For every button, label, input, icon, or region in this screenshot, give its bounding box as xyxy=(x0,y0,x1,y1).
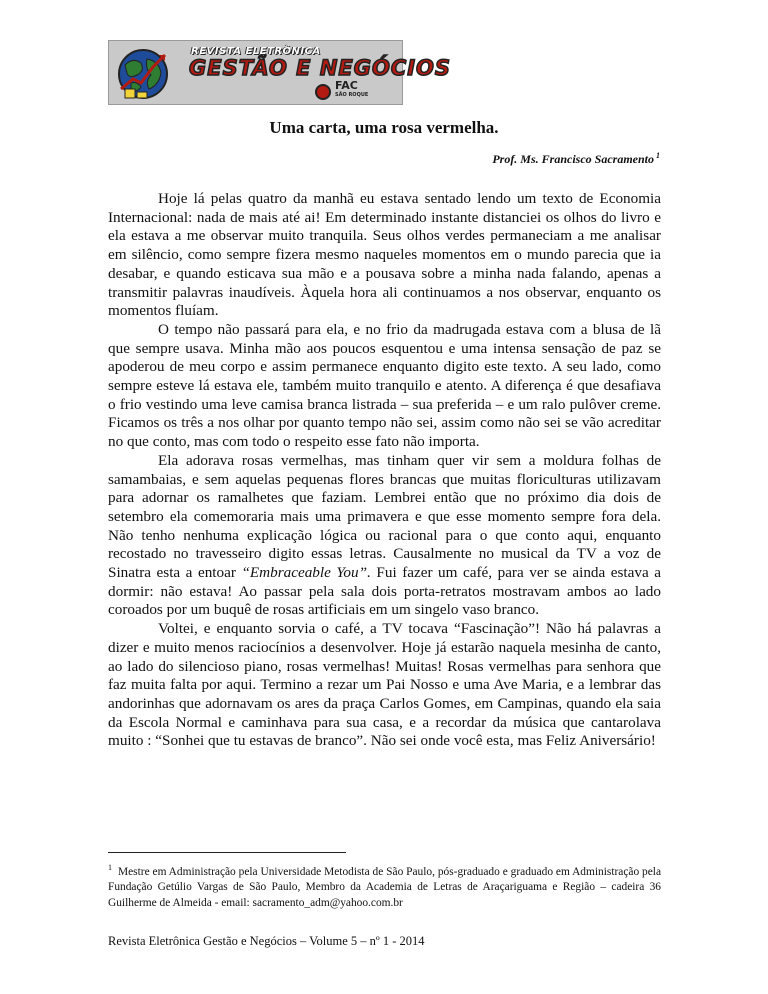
paragraph-4: Voltei, e enquanto sorvia o café, a TV tocava “Fascinação”! Não há palavras a dizer e muito menos raciocínios a desenvolver. Hoje já estarão naquela mesinha de canto, ao lado do silencioso piano, rosas vermelhas! Muitas! Rosas vermelhas para senhora que faz muita falta por aqui. Termino a rezar um Pai Nosso e uma Ave Maria, e a lembrar das andorinhas que adornavam os ares da praça Carlos Gomes, em Campinas, quando ela saia da Escola Normal e caminhava para sua casa, e a recordar da música que cantarolava muito : “Sonhei que tu estavas de branco”. Não sei onde você esta, mas Feliz Aniversário! xyxy=(108,620,661,750)
article-author xyxy=(492,151,660,167)
logo-title: GESTÃO E NEGÓCIOS xyxy=(189,56,452,80)
article-title: Uma carta, uma rosa vermelha. xyxy=(269,118,499,137)
author-footnote-ref: 1 xyxy=(656,151,660,160)
fac-emblem-icon xyxy=(315,84,331,100)
footnote-divider xyxy=(108,852,346,853)
paragraph-3-text-a: Ela adorava rosas vermelhas, mas tinham quer vir sem a moldura folhas de samambaias, e sem aquelas pequenas flores brancas que muitas floriculturas utilizavam para adornar os ramalhetes que faziam. Lembrei então que no próximo dia dois de setembro ela comemoraria mais uma primavera e que esse momento sempre fora dela. Não tenho nenhuma explicação lógica ou racional para o que conto aqui, enquanto recostado no travesseiro digito essas letras. Causalmente no musical da TV a voz de Sinatra esta a entoar xyxy=(108,451,661,582)
paragraph-1: Hoje lá pelas quatro da manhã eu estava sentado lendo um texto de Economia Internacional: nada de mais até ai! Em determinado instante distanciei os olhos do livro e ela estava a me observar muito tranquila. Seus olhos verdes permaneciam a me analisar em silêncio, como sempre fizera mesmo naqueles momentos em o mundo parecia que ia desabar, e quando esticava sua mão e a pousava sobre a minha nada falando, apenas a transmitir palavras inaudíveis. Àquela hora ali continuamos a nos observar, enquanto os momentos fluíam. xyxy=(108,190,661,320)
logo-city: SÃO ROQUE xyxy=(335,92,369,98)
author-name: Prof. Ms. Francisco Sacramento xyxy=(492,152,654,166)
globe-icon xyxy=(115,45,171,101)
paragraph-3 xyxy=(108,452,661,620)
page-footer: Revista Eletrônica Gestão e Negócios – Volume 5 – nº 1 - 2014 xyxy=(108,934,425,948)
paragraph-3-text-b: Fui fazer um café, para ver se ainda estava a dormir: não estava! Ao passar pela sala dois porta-retratos mostravam ambos ao lado coroados por um buquê de rosas artificiais em um singelo vaso branco. xyxy=(108,564,661,619)
footnote-text: Mestre em Administração pela Universidade Metodista de São Paulo, pós-graduado e graduado em Administração pela Fundação Getúlio Vargas de São Paulo, Membro da Academia de Letras de Araçariguama e Região – cadeira 36 Guilherme de Almeida - email: sacramento_adm@yahoo.com.br xyxy=(108,865,661,909)
article-body xyxy=(108,190,661,751)
journal-logo xyxy=(108,40,452,105)
logo-institution: FAC xyxy=(335,79,358,92)
song-title: “Embraceable You”. xyxy=(241,564,371,582)
footnote xyxy=(108,860,661,911)
footnote-number: 1 xyxy=(108,863,112,872)
logo-subtitle: REVISTA ELETRÔNICA xyxy=(191,46,321,57)
paragraph-2: O tempo não passará para ela, e no frio da madrugada estava com a blusa de lã que sempre usava. Minha mão aos poucos esquentou e uma intensa sensação de paz se apoderou de meu corpo e assim permanece enquanto digito este texto. A seu lado, como sempre esteve lá estava ele, também muito tranquilo e atento. A diferença é que desafiava o frio vestindo uma leve camisa branca listrada – sua preferida – e um ralo pulôver creme. Ficamos os três a nos olhar por quanto tempo não sei, assim como não sei se vão acreditar no que conto, mas com todo o respeito esse fato não importa. xyxy=(108,320,661,451)
